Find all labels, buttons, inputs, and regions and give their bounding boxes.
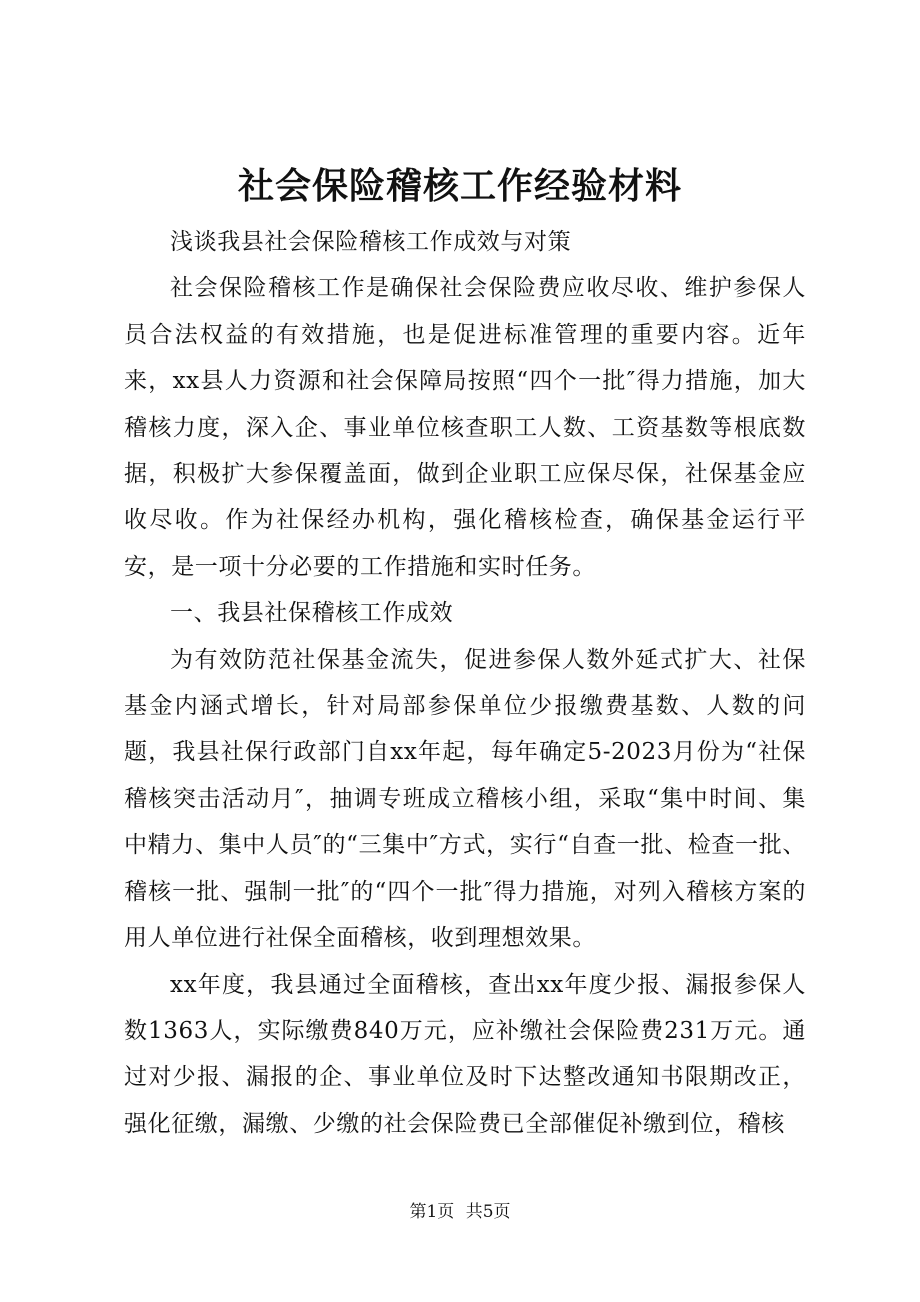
paragraph-intro: 社会保险稽核工作是确保社会保险费应收尽收、维护参保人员合法权益的有效措施，也是促进标准管理的重要内容。近年来，xx县人力资源和社会保障局按照“四个一批″得力措施，加大稽核力度，深入企、事业单位核查职工人数、工资基数等根底数据，积极扩大参保覆盖面，做到企业职工应保尽保，社保基金应收尽收。作为社保经办机构，强化稽核检查，确保基金运行平安，是一项十分必要的工作措施和实时任务。 [124,275,806,580]
document-body [124,219,806,1147]
page-number: 第1页 [409,1202,455,1222]
document-title: 社会保险稽核工作经验材料 [237,165,682,207]
paragraph-results: xx年度，我县通过全面稽核，查出xx年度少报、漏报参保人数1363人，实际缴费840万元，应补缴社会保险费231万元。通过对少报、漏报的企、事业单位及时下达整改通知书限期改正，强化征缴，漏缴、少缴的社会保险费已全部催促补缴到位，稽核 [124,971,806,1137]
paragraph-measures: 为有效防范社保基金流失，促进参保人数外延式扩大、社保基金内涵式增长，针对局部参保单位少报缴费基数、人数的问题，我县社保行政部门自xx年起，每年确定5-2023月份为“社保稽核突击活动月″，抽调专班成立稽核小组，采取“集中时间、集中精力、集中人员″的“三集中″方式，实行“自查一批、检查一批、稽核一批、强制一批″的“四个一批″得力措施，对列入稽核方案的用人单位进行社保全面稽核，收到理想效果。 [124,646,806,952]
page-footer [0,1200,920,1224]
page-total: 共5页 [465,1202,511,1222]
section-heading: 一、我县社保稽核工作成效 [170,600,454,627]
subtitle: 浅谈我县社会保险稽核工作成效与对策 [170,229,572,255]
